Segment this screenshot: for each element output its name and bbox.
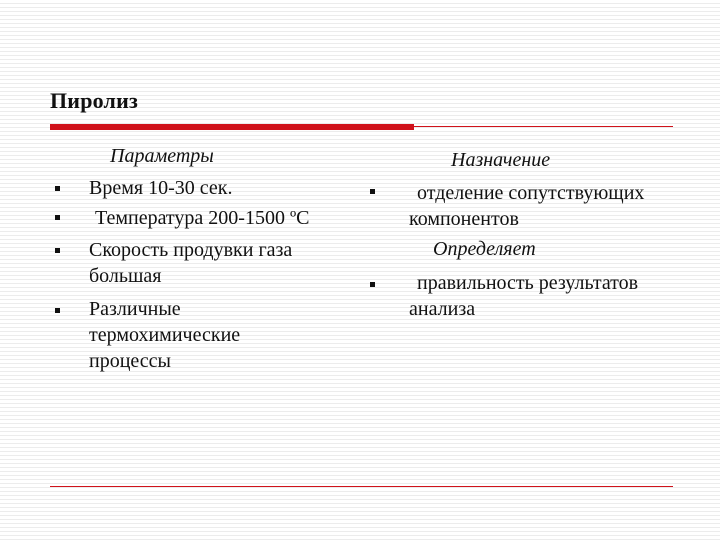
title-underline-thin [414, 126, 673, 127]
title-underline-thick [50, 124, 414, 130]
purpose-item-separation: отделение сопутствующих компонентов [409, 182, 645, 230]
footer-rule [50, 486, 673, 487]
purpose-item-correctness: правильность результатов анализа [409, 272, 639, 320]
bullet-marker [370, 189, 375, 194]
bullet-marker [55, 215, 60, 220]
parameter-item-gas-flow: Скорость продувки газа большая [89, 239, 293, 287]
right-column-heading: Назначение [451, 149, 551, 171]
parameter-item-temperature: Температура 200-1500 ºС [95, 207, 310, 229]
right-column-subheading: Определяет [433, 238, 536, 260]
slide-title: Пиролиз [50, 88, 138, 113]
parameter-item-time: Время 10-30 сек. [89, 177, 233, 199]
left-column-heading: Параметры [110, 145, 214, 167]
bullet-marker [55, 308, 60, 313]
parameter-item-processes: Различные термохимические процессы [89, 298, 241, 372]
bullet-marker [55, 186, 60, 191]
bullet-marker [55, 248, 60, 253]
bullet-marker [370, 282, 375, 287]
